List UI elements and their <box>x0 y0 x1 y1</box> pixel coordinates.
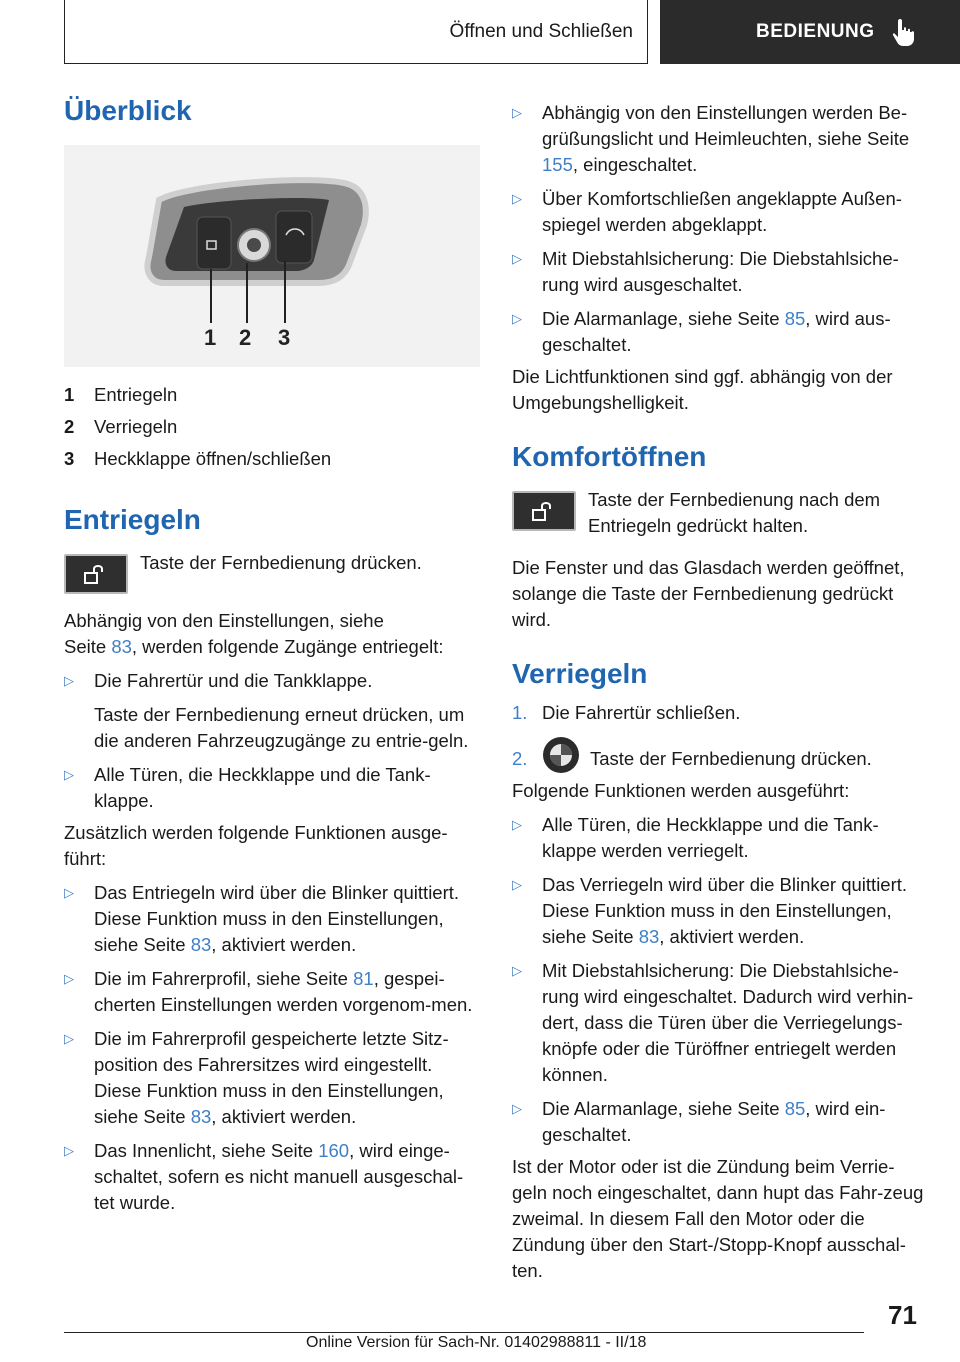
unlock-intro-text: Abhängig von den Einstellungen, siehe <box>64 609 384 631</box>
list-item-text <box>542 100 928 178</box>
legend-label: Heckklappe öffnen/schließen <box>94 447 332 469</box>
list-item <box>512 100 928 178</box>
key-fob-illustration <box>64 145 480 367</box>
additional-functions-intro: Zusätzlich werden folgende Funktionen ausge-führt: <box>64 821 448 869</box>
list-text: Die im Fahrerprofil gespeicherte letzte Sitz-position des Fahrersitzes wird eingestellt. Diese Funktion muss in den Einstellungen, siehe Seite <box>94 1027 449 1127</box>
list-text: Die im Fahrerprofil, siehe Seite <box>94 967 354 989</box>
list-item <box>512 958 928 1088</box>
triangle-bullet-icon: ▷ <box>64 672 74 688</box>
legend-number: 2 <box>64 415 75 437</box>
section-header <box>64 0 648 64</box>
list-text: Das Innenlicht, siehe Seite <box>94 1139 319 1161</box>
list-item-text: Über Komfortschließen angeklappte Außen-spiegel werden abgeklappt. <box>542 188 902 235</box>
legend-label: Verriegeln <box>94 415 178 437</box>
list-item-text <box>542 306 928 358</box>
triangle-bullet-icon: ▷ <box>64 970 74 986</box>
list-text: Die Alarmanlage, siehe Seite <box>542 308 785 329</box>
overview-legend <box>64 379 482 475</box>
comfort-button-text: Taste der Fernbedienung nach dem Entriegeln gedrückt halten. <box>588 488 881 536</box>
lock-functions-intro: Folgende Funktionen werden ausgeführt: <box>512 779 850 801</box>
list-item-text <box>94 880 482 958</box>
page-link[interactable]: 85 <box>784 308 806 329</box>
list-item-text: Die Fahrertür und die Tankklappe. <box>94 669 373 691</box>
right-column <box>512 100 928 1284</box>
page-number: 71 <box>888 1300 917 1330</box>
page-link[interactable]: 81 <box>353 967 374 989</box>
list-item <box>512 872 928 950</box>
triangle-bullet-icon: ▷ <box>64 1142 74 1158</box>
legend-item <box>64 411 482 443</box>
figure-label-2: 2 <box>239 324 252 350</box>
list-item <box>512 306 928 358</box>
list-item <box>512 812 928 864</box>
page-link[interactable]: 83 <box>111 635 132 657</box>
list-item <box>512 246 928 298</box>
step-text: Die Fahrertür schließen. <box>542 701 741 723</box>
list-item-text: Mit Diebstahlsicherung: Die Diebstahlsiche-rung wird ausgeschaltet. <box>542 248 899 295</box>
list-text: Das Verriegeln wird über die Blinker quittiert. Diese Funktion muss in den Einstellungen, siehe Seite <box>542 873 908 947</box>
list-item-text <box>542 1096 928 1148</box>
list-text: , wird einge-schaltet, sofern es nicht manuell ausgeschal-tet wurde. <box>94 1139 464 1213</box>
triangle-bullet-icon: ▷ <box>512 816 522 832</box>
pointing-hand-icon <box>891 17 917 47</box>
triangle-bullet-icon: ▷ <box>512 1100 522 1116</box>
bmw-logo-button-icon <box>542 736 580 774</box>
list-item <box>64 880 482 958</box>
list-text: Abhängig von den Einstellungen werden Be-grüßungslicht und Heimleuchten, siehe Seite <box>542 102 910 149</box>
list-text: , aktiviert werden. <box>211 1105 357 1127</box>
chapter-title: BEDIENUNG <box>756 21 875 42</box>
list-item <box>512 186 928 238</box>
list-item-text <box>94 1138 482 1216</box>
page-link[interactable]: 155 <box>542 154 573 175</box>
step-item <box>512 700 928 726</box>
unlock-button-icon <box>512 491 576 531</box>
page-link[interactable]: 83 <box>638 925 660 947</box>
legend-label: Entriegeln <box>94 383 178 405</box>
unlock-intro-text: Seite <box>64 635 112 657</box>
list-item-text <box>94 1026 482 1130</box>
list-item-subtext: Taste der Fernbedienung erneut drücken, um die anderen Fahrzeugzugänge zu entrie-geln. <box>94 703 469 751</box>
key-fob-drawing <box>64 145 480 367</box>
page-link[interactable]: 83 <box>190 1105 212 1127</box>
figure-label-1: 1 <box>204 324 217 350</box>
unlock-heading: Entriegeln <box>64 503 201 535</box>
comfort-button-instruction <box>512 487 928 539</box>
horn-note: Ist der Motor oder ist die Zündung beim Verrie-geln noch eingeschaltet, dann hupt das Fahr-zeug zweimal. In diesem Fall den Motor oder die Zündung über den Start-/Stopp-Knopf ausschal-ten. <box>512 1155 924 1281</box>
legend-item <box>64 443 482 475</box>
legend-number: 3 <box>64 447 75 469</box>
legend-number: 1 <box>64 383 75 405</box>
step-number: 1. <box>512 701 528 723</box>
left-column <box>64 96 482 1216</box>
unlock-button-instruction <box>64 550 482 594</box>
unlock-intro <box>64 608 482 660</box>
lock-heading: Verriegeln <box>512 657 648 689</box>
figure-label-3: 3 <box>278 324 291 350</box>
triangle-bullet-icon: ▷ <box>512 876 522 892</box>
light-functions-note: Die Lichtfunktionen sind ggf. abhängig von der Umgebungshelligkeit. <box>512 366 893 413</box>
list-item-text <box>542 872 928 950</box>
list-text: , aktiviert werden. <box>211 933 357 955</box>
list-text: , gespei-cherten Einstellungen werden vorgenom-men. <box>94 967 473 1015</box>
step-text: Taste der Fernbedienung drücken. <box>590 747 872 769</box>
page-link[interactable]: 85 <box>784 1097 806 1119</box>
triangle-bullet-icon: ▷ <box>64 766 74 782</box>
unlock-intro-text: , werden folgende Zugänge entriegelt: <box>131 635 444 657</box>
list-item-text: Mit Diebstahlsicherung: Die Diebstahlsiche-rung wird eingeschaltet. Dadurch wird verhin-dert, dass die Türen über die Verriegelungs-knöpfe oder die Türöffner entriegelt werden können. <box>542 959 914 1085</box>
page-link[interactable]: 160 <box>318 1139 350 1161</box>
list-item-text: Alle Türen, die Heckklappe und die Tank-klappe. <box>94 763 431 811</box>
comfort-opening-heading: Komfortöffnen <box>512 441 707 472</box>
triangle-bullet-icon: ▷ <box>512 251 522 266</box>
list-item <box>64 668 482 754</box>
triangle-bullet-icon: ▷ <box>512 191 522 206</box>
triangle-bullet-icon: ▷ <box>512 105 522 120</box>
step-number: 2. <box>512 747 528 769</box>
list-text: Das Entriegeln wird über die Blinker quittiert. Diese Funktion muss in den Einstellungen, siehe Seite <box>94 881 460 955</box>
list-item <box>512 1096 928 1148</box>
list-item <box>64 1026 482 1130</box>
unlock-button-icon <box>64 554 128 594</box>
list-item <box>64 1138 482 1216</box>
list-item <box>64 762 482 814</box>
list-item-text <box>94 966 482 1018</box>
list-text: Die Alarmanlage, siehe Seite <box>542 1097 785 1119</box>
section-title: Öffnen und Schließen <box>449 20 633 42</box>
triangle-bullet-icon: ▷ <box>64 1030 74 1046</box>
list-text: , aktiviert werden. <box>659 925 805 947</box>
footer-rule <box>64 1332 864 1333</box>
edition-note: Online Version für Sach-Nr. 01402988811 - II/18 <box>306 1334 647 1351</box>
list-text: , wird aus-geschaltet. <box>542 308 891 355</box>
unlock-button-text: Taste der Fernbedienung drücken. <box>140 551 422 573</box>
list-text: , wird ein-geschaltet. <box>542 1097 886 1145</box>
page-link[interactable]: 83 <box>190 933 212 955</box>
legend-item <box>64 379 482 411</box>
step-item <box>512 736 928 774</box>
list-item <box>64 966 482 1018</box>
triangle-bullet-icon: ▷ <box>512 311 522 326</box>
list-text: , eingeschaltet. <box>572 154 698 175</box>
overview-heading: Überblick <box>64 95 192 126</box>
triangle-bullet-icon: ▷ <box>64 884 74 900</box>
triangle-bullet-icon: ▷ <box>512 962 522 978</box>
chapter-tab <box>660 0 960 64</box>
list-item-text: Alle Türen, die Heckklappe und die Tank-klappe werden verriegelt. <box>542 813 879 861</box>
comfort-description: Die Fenster und das Glasdach werden geöffnet, solange die Taste der Fernbedienung gedrückt wird. <box>512 556 905 630</box>
